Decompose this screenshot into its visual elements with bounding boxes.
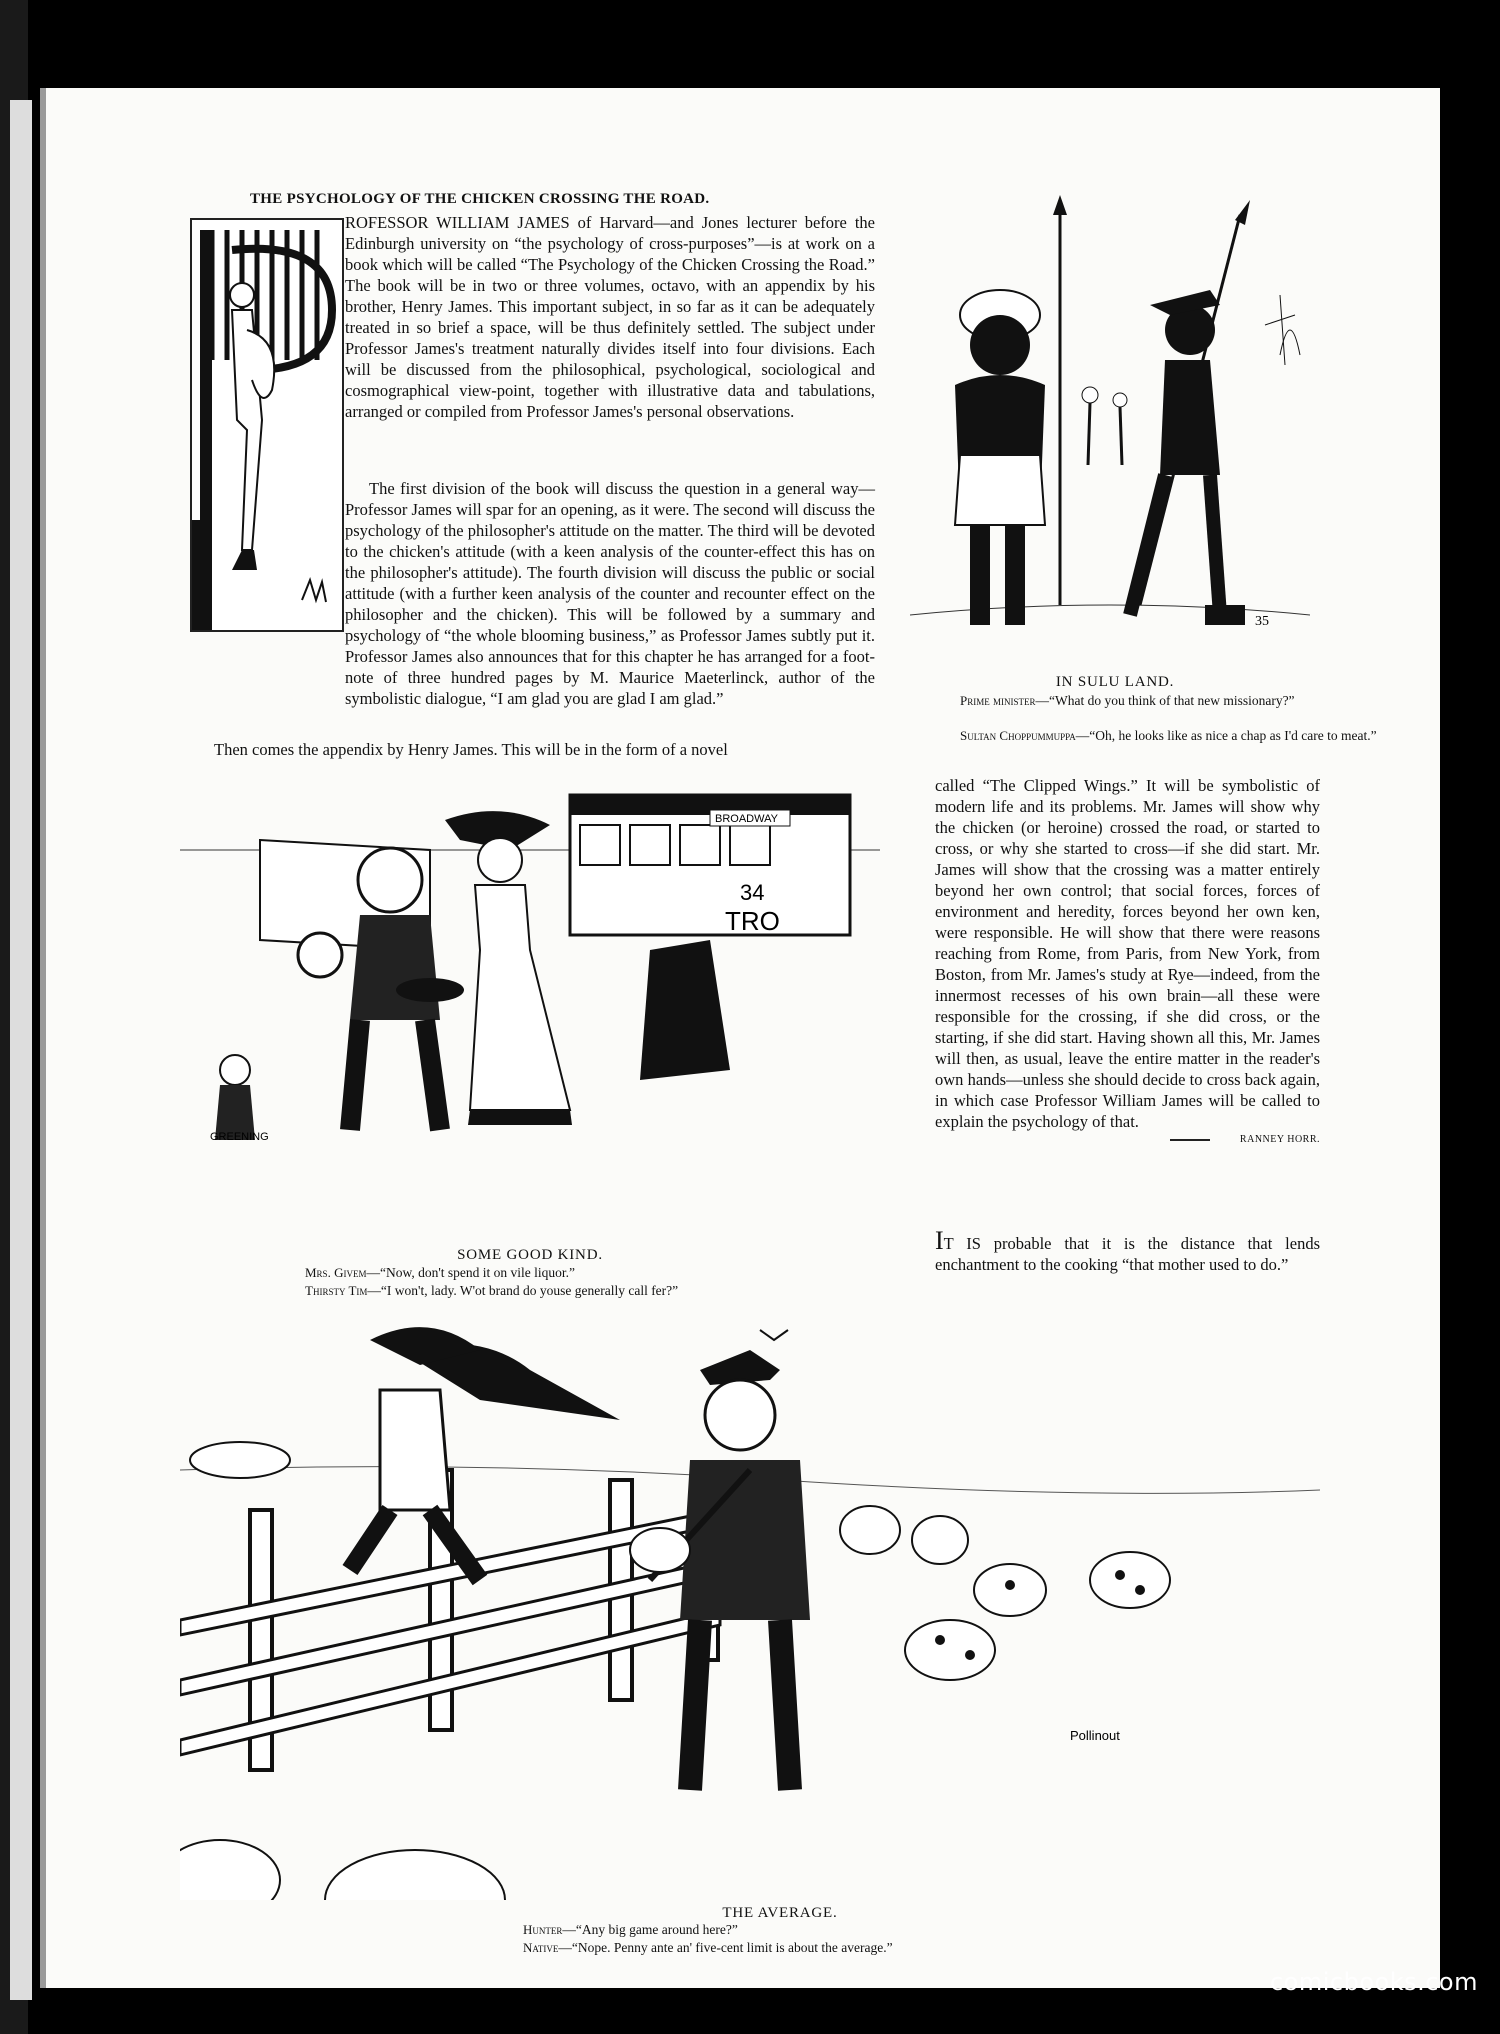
- native-body: [380, 1390, 450, 1510]
- sulu-caption-title: IN SULU LAND.: [1055, 674, 1175, 690]
- sulu-caption-line-1: Prime minister—“What do you think of that new missionary?”: [960, 693, 1295, 708]
- average-caption-line-1: Hunter—“Any big game around here?”: [523, 1922, 738, 1937]
- facing-page-strip: [10, 100, 32, 2000]
- kind-caption-line-1: Mrs. Givem—“Now, don't spend it on vile liquor.”: [305, 1265, 575, 1280]
- short-item: [935, 1226, 1320, 1275]
- article-paragraph-1: ROFESSOR WILLIAM JAMES of Harvard—and Jones lecturer before the Edinburgh university on “the psychology of cross-purposes”—is at work on a book which will be called “The Psychology of the Chicken Crossing the Road.” The book will be in two or three volumes, octavo, with an appendix by his brother, Henry James. This important subject, in so far as it can be adequately treated in so brief a space, will be thus definitely settled. The subject under Professor James's treatment naturally divides itself into four divisions. Each will be discussed from the philosophical, psychological, sociological and cosmographical view-point, together with illustrative data and tabulations, arranged or compiled from Professor James's personal observations.: [345, 213, 875, 421]
- streetcar-number: 34: [740, 880, 765, 905]
- drop-cap-illustration: [190, 218, 344, 632]
- signature-rule: [1170, 1139, 1210, 1141]
- kind-caption-line-2: Thirsty Tim—“I won't, lady. W'ot brand do youse generally call fer?”: [305, 1283, 679, 1298]
- average-caption-title: THE AVERAGE.: [722, 1905, 838, 1921]
- hat: [396, 978, 464, 1002]
- article-title: THE PSYCHOLOGY OF THE CHICKEN CROSSING THE ROAD.: [250, 191, 710, 207]
- broadway-sign: BROADWAY: [715, 813, 778, 825]
- sulu-land-illustration: [910, 195, 1310, 655]
- greening-signature: GREENING: [210, 1131, 269, 1143]
- the-average-illustration: [180, 1310, 1320, 1900]
- hunter-body: [680, 1460, 810, 1620]
- sulu-artist-mark: 35: [1255, 614, 1269, 629]
- some-good-kind-illustration: [180, 780, 880, 1240]
- short-item-initial: I: [935, 1226, 944, 1255]
- sultan-body: [1160, 360, 1220, 475]
- page-binding-shadow: [40, 88, 46, 1988]
- prime-minister-head: [970, 315, 1030, 375]
- mrs-givem-head: [478, 838, 522, 882]
- thirsty-tim-body: [350, 915, 440, 1020]
- sulu-caption-line-2: Sultan Choppummuppa—“Oh, he looks like as nice a chap as I'd care to meat.”: [960, 728, 1377, 743]
- article-paragraph-3-end: called “The Clipped Wings.” It will be symbolistic of modern life and its problems. Mr. James will show why the chicken (or heroine) crossed the road, or started to cross, or why she started to cross—if she did start. Mr. James will show that the crossing was a matter entirely beyond her own control; that social forces, forces of environment and heredity, forces beyond her own ken, were responsible. He will show that there were reasons reaching from Rome, from Paris, from New York, from Boston, from Mr. James's study at Rye—indeed, from the innermost recesses of his own brain—all these were responsible for the crossing, if she did cross, or the starting, if she did start. Having shown all this, Mr. James will then, as usual, leave the entire matter in the reader's own hands—unless she should decide to cross back again, in which case Professor William James will be called to explain the psychology of that.: [935, 776, 1320, 1131]
- streetcar-lettering: TRO: [725, 906, 780, 936]
- average-artist-signature: Pollinout: [1070, 1728, 1120, 1743]
- article-paragraph-2: The first division of the book will discuss the question in a general way—Professor James will spar for an opening, as it were. The second will discuss the psychology of the philosopher's attitude on the matter. The third will be devoted to the chicken's attitude (with a keen analysis of the counter-effect this has on the philosopher's attitude). The fourth division will discuss the public or social attitude (with a further keen analysis of the counter and recounter effect on the philosopher and the chicken). This will be followed by a summary and psychology of “the whole blooming business,” as Professor James subtly put it. Professor James also announces that for this chapter he has arranged for a foot-note of three hundred pages by M. Maurice Maeterlinck, author of the symbolistic dialogue, “I am glad you are glad I am glad.”: [345, 479, 875, 708]
- watermark: comicbooks.com: [1269, 1968, 1478, 1996]
- thirsty-tim-head: [358, 848, 422, 912]
- article-column-right: [935, 775, 1320, 1145]
- kind-caption-title: SOME GOOD KIND.: [457, 1247, 603, 1263]
- short-item-text: T IS probable that it is the distance that lends enchantment to the cooking “that mother used to do.”: [935, 1234, 1320, 1274]
- hunter-head: [705, 1380, 775, 1450]
- article-signature: RANNEY HORR.: [1239, 1134, 1320, 1145]
- average-caption-line-2: Native—“Nope. Penny ante an' five-cent limit is about the average.”: [523, 1940, 893, 1955]
- article-paragraph-3-start: Then comes the appendix by Henry James. This will be in the form of a novel: [214, 740, 728, 759]
